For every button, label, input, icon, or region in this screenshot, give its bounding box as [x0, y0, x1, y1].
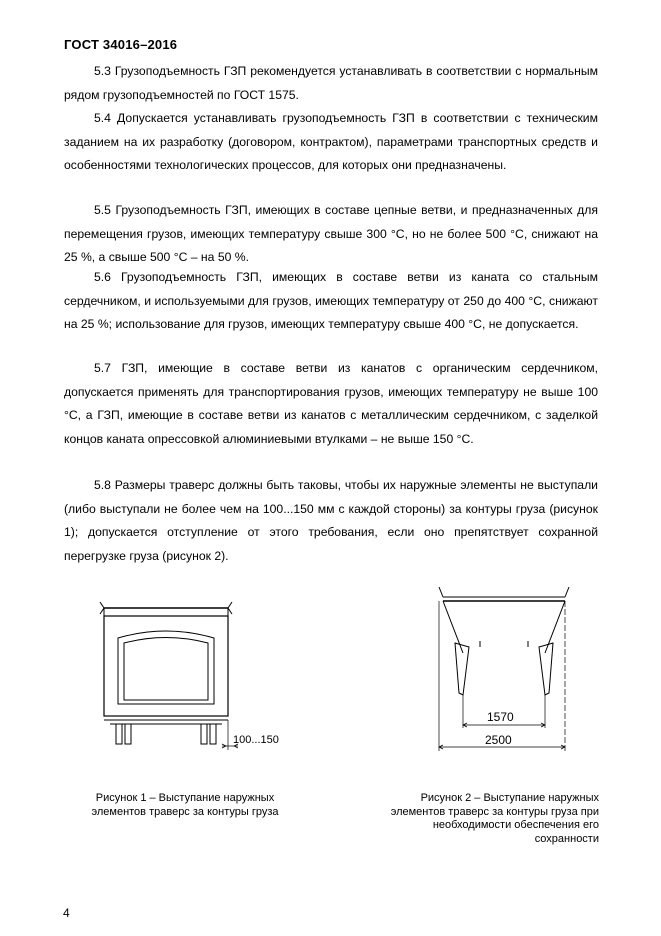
paragraph-5-5: 5.5 Грузоподъемность ГЗП, имеющих в составе цепные ветви, и предназначенных для перемещения грузов, имеющих температуру свыше 300 °С, но не более 500 °С, снижают на 25 %, а свыше 500 °С – на 50 %. [64, 203, 598, 265]
dimension-label-100-150: 100...150 [233, 734, 279, 746]
dimension-label-1570: 1570 [487, 710, 514, 724]
paragraph-5-6: 5.6 Грузоподъемность ГЗП, имеющих в составе ветви из каната со стальным сердечником, и используемыми для грузов, имеющих температуру от 250 до 400 °С, снижают на 25 %; использование для грузов, имеющих температуру свыше 400 °С, не допускается. [64, 270, 598, 332]
paragraph-5-3: 5.3 Грузоподъемность ГЗП рекомендуется устанавливать в соответствии с нормальным рядом грузоподъемностей по ГОСТ 1575. [64, 64, 598, 102]
figure-2-drawing [425, 575, 575, 760]
leg-2 [125, 724, 131, 744]
paragraph-5-7: 5.7 ГЗП, имеющие в составе ветви из канатов с органическим сердечником, допускается применять для транспортирования грузов, имеющих температуру не выше 100 °С, а ГЗП, имеющие в составе ветви из канатов с металлическим сердечником, с заделкой концов каната опрессовкой алюминиевыми втулками – не выше 150 °С. [64, 361, 598, 446]
leg-4 [210, 724, 216, 744]
dimension-label-2500: 2500 [485, 733, 512, 747]
leg-1 [116, 724, 122, 744]
hopper-side-left [443, 601, 463, 653]
sling-right [565, 587, 569, 597]
figure-1-drawing [90, 590, 300, 760]
paragraph-5-4: 5.4 Допускается устанавливать грузоподъемность ГЗП в соответствии с техническим заданием на их разработку (договором, контрактом), параметрами транспортных средств и особенностями технологических процессов, для которых они предназначены. [64, 111, 598, 173]
traverse-end-left [100, 602, 104, 614]
figure-2-caption: Рисунок 2 – Выступание наружных элементов траверс за контуры груза при необходимости обеспечения его сохранности [390, 792, 599, 845]
load-door-outer [118, 631, 214, 704]
hopper-side-right [545, 601, 565, 653]
page-number: 4 [63, 906, 70, 920]
document-header: ГОСТ 34016–2016 [64, 37, 178, 52]
traverse-end-right [228, 602, 232, 614]
figure-1-caption: Рисунок 1 – Выступание наружных элементов траверс за контуры груза [91, 792, 279, 818]
paragraph-5-8: 5.8 Размеры траверс должны быть таковы, чтобы их наружные элементы не выступали (либо выступали не более чем на 100...150 мм с каждой стороны) за контуры груза (рисунок 1); допускается отступление от этого требования, если оно препятствует сохранной перегрузке груза (рисунок 2). [64, 478, 598, 563]
sling-left [439, 587, 443, 597]
leg-3 [201, 724, 207, 744]
load-door-inner [124, 638, 208, 701]
